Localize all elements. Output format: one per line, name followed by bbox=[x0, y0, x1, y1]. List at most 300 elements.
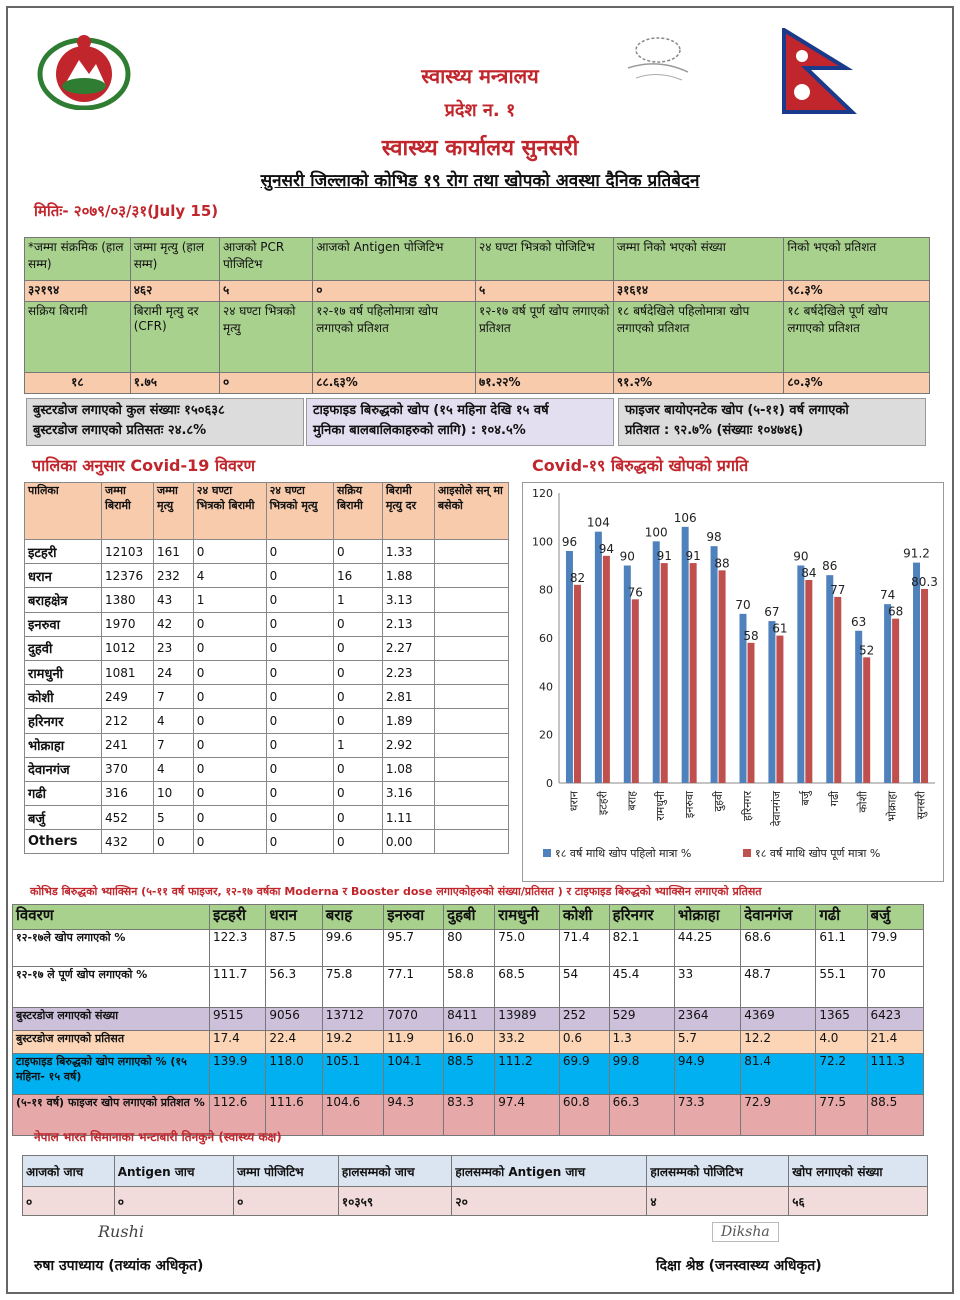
chart-bar-s0 bbox=[913, 563, 920, 783]
municipal-cell-cfr: 3.16 bbox=[382, 781, 434, 805]
summary-value: ० bbox=[313, 281, 476, 302]
vaccination-cell: 72.2 bbox=[816, 1054, 867, 1095]
vaccination-header: कोशी bbox=[559, 905, 609, 930]
left-signature: Rushi bbox=[98, 1222, 144, 1241]
chart-bar-s1 bbox=[776, 636, 783, 783]
municipal-row bbox=[25, 564, 509, 588]
vaccination-cell: 8411 bbox=[444, 1008, 495, 1031]
chart-data-label: 90 bbox=[793, 549, 809, 564]
vaccination-cell: 80 bbox=[444, 930, 495, 967]
municipal-cell-death24: 0 bbox=[266, 588, 333, 612]
vaccination-cell: 529 bbox=[609, 1008, 674, 1031]
vaccination-cell: 60.8 bbox=[559, 1095, 609, 1136]
municipal-cell-death24: 0 bbox=[266, 709, 333, 733]
vaccination-row-label: १२-१७ले खोप लगाएको % bbox=[13, 930, 210, 967]
chart-data-label: 74 bbox=[879, 588, 896, 603]
vaccination-cell: 48.7 bbox=[741, 967, 816, 1008]
municipal-cell-active: 0 bbox=[334, 636, 383, 660]
vaccination-caption: कोभिड बिरुद्धको भ्याक्सिन (५-११ वर्ष फाइजर, १२-१७ वर्षका Moderna र Booster dose लगाएकोहरुको संख्या/प्रतिसत ) र टाइफाइड बिरुद्धको भ्याक्सिन लगाएको प्रतिसत bbox=[30, 885, 762, 898]
chart-data-label: 61 bbox=[772, 621, 788, 636]
municipal-cell-active: 0 bbox=[334, 540, 383, 564]
municipal-cell-cfr: 2.13 bbox=[382, 612, 434, 636]
chart-data-label: 68 bbox=[887, 604, 904, 619]
municipal-cell-iso bbox=[434, 781, 508, 805]
vaccination-cell: 73.3 bbox=[674, 1095, 740, 1136]
municipal-cell-new24: 0 bbox=[193, 733, 266, 757]
summary-header: २४ घण्टा भित्रको पोजिटिभ bbox=[475, 238, 613, 281]
chart-data-label: 70 bbox=[735, 597, 751, 612]
vaccination-cell: 13989 bbox=[495, 1008, 560, 1031]
vaccination-cell: 12.2 bbox=[741, 1031, 816, 1054]
vaccination-header: देवानगंज bbox=[741, 905, 816, 930]
municipal-cell-deaths: 4 bbox=[154, 757, 194, 781]
vaccination-cell: 111.6 bbox=[266, 1095, 322, 1136]
municipal-row bbox=[25, 830, 509, 854]
municipal-header: २४ घण्टा भित्रको मृत्यु bbox=[266, 483, 333, 540]
summary-header: आजको Antigen पोजिटिभ bbox=[313, 238, 476, 281]
vaccination-cell: 72.9 bbox=[741, 1095, 816, 1136]
chart-bar-s0 bbox=[826, 575, 833, 783]
chart-bar-s1 bbox=[748, 643, 755, 783]
border-header: आजको जाच bbox=[23, 1156, 115, 1187]
chart-data-label: 106 bbox=[673, 510, 697, 525]
municipal-cell-death24: 0 bbox=[266, 806, 333, 830]
municipal-table bbox=[24, 482, 509, 854]
chart-data-label: 88 bbox=[714, 556, 730, 571]
chart-bar-s1 bbox=[632, 599, 639, 783]
vaccination-cell: 95.7 bbox=[384, 930, 444, 967]
chart-legend-label: १८ वर्ष माथि खोप पूर्ण मात्रा % bbox=[755, 847, 881, 860]
municipal-cell-iso bbox=[434, 588, 508, 612]
chart-bar-s1 bbox=[574, 585, 581, 783]
vaccination-cell: 139.9 bbox=[210, 1054, 266, 1095]
chart-data-label: 82 bbox=[569, 570, 586, 585]
chart-y-tick-label: 0 bbox=[546, 777, 553, 790]
vaccination-cell: 105.1 bbox=[322, 1054, 384, 1095]
vaccination-cell: 70 bbox=[867, 967, 923, 1008]
vaccination-cell: 87.5 bbox=[266, 930, 322, 967]
municipal-cell-active: 0 bbox=[334, 757, 383, 781]
vaccination-row bbox=[13, 967, 924, 1008]
chart-bar-s1 bbox=[892, 619, 899, 783]
vaccination-header: बराह bbox=[322, 905, 384, 930]
chart-x-tick-label: इनरुवा bbox=[683, 791, 697, 819]
municipal-cell-death24: 0 bbox=[266, 612, 333, 636]
municipal-cell-iso bbox=[434, 757, 508, 781]
chart-x-tick-label: रामधुनी bbox=[654, 791, 668, 821]
municipal-cell-new24: 0 bbox=[193, 636, 266, 660]
vaccination-cell: 104.6 bbox=[322, 1095, 384, 1136]
municipal-header: सक्रिय बिरामी bbox=[334, 483, 383, 540]
municipal-cell-deaths: 161 bbox=[154, 540, 194, 564]
municipal-cell-name: Others bbox=[25, 830, 102, 854]
municipal-cell-iso bbox=[434, 685, 508, 709]
chart-x-tick-label: दुहवी bbox=[712, 791, 726, 812]
municipal-cell-deaths: 7 bbox=[154, 685, 194, 709]
chart-bar-s0 bbox=[653, 541, 660, 783]
municipal-cell-deaths: 10 bbox=[154, 781, 194, 805]
chart-data-label: 96 bbox=[561, 535, 578, 549]
municipal-cell-cfr: 1.89 bbox=[382, 709, 434, 733]
chart-data-label: 100 bbox=[644, 525, 668, 540]
vaccination-cell: 111.2 bbox=[495, 1054, 560, 1095]
vaccination-cell: 19.2 bbox=[322, 1031, 384, 1054]
municipal-cell-iso bbox=[434, 830, 508, 854]
border-value: २० bbox=[452, 1187, 647, 1216]
pfizer-line-1: फाइजर बायोएनटेक खोप (५-११) वर्ष लगाएको bbox=[625, 403, 849, 418]
summary-value: ७१.२२% bbox=[475, 373, 613, 394]
chart-data-label: 98 bbox=[706, 530, 722, 545]
municipal-cell-cases: 1970 bbox=[102, 612, 154, 636]
chart-x-tick-label: इटहरी bbox=[596, 791, 610, 816]
chart-data-label: 77 bbox=[830, 582, 846, 597]
chart-data-label: 84 bbox=[801, 566, 817, 580]
vaccination-cell: 66.3 bbox=[609, 1095, 674, 1136]
municipal-cell-cfr: 1.08 bbox=[382, 757, 434, 781]
vaccination-cell: 81.4 bbox=[741, 1054, 816, 1095]
summary-header: १२-१७ वर्ष पूर्ण खोप लगाएको प्रतिशत bbox=[475, 302, 613, 373]
vaccination-header: धरान bbox=[266, 905, 322, 930]
vaccination-cell: 88.5 bbox=[867, 1095, 923, 1136]
chart-data-label: 86 bbox=[822, 559, 838, 574]
vaccination-cell: 111.7 bbox=[210, 967, 266, 1008]
border-header: हालसम्मको जाच bbox=[338, 1156, 452, 1187]
province-title: प्रदेश न. १ bbox=[444, 100, 516, 121]
vaccination-cell: 33 bbox=[674, 967, 740, 1008]
municipal-cell-iso bbox=[434, 564, 508, 588]
chart-bar-s0 bbox=[768, 621, 775, 783]
municipal-cell-iso bbox=[434, 660, 508, 684]
municipal-cell-cfr: 0.00 bbox=[382, 830, 434, 854]
chart-bar-s1 bbox=[805, 580, 812, 783]
municipal-cell-death24: 0 bbox=[266, 660, 333, 684]
border-value: ५६ bbox=[789, 1187, 928, 1216]
municipal-row bbox=[25, 540, 509, 564]
municipal-cell-name: रामधुनी bbox=[25, 660, 102, 684]
typhoid-info-box bbox=[306, 398, 614, 446]
municipal-header: २४ घण्टा भित्रको बिरामी bbox=[193, 483, 266, 540]
chart-bar-s1 bbox=[834, 597, 841, 783]
chart-data-label: 91.2 bbox=[903, 546, 930, 561]
chart-data-label: 63 bbox=[851, 614, 867, 629]
municipal-row bbox=[25, 612, 509, 636]
summary-header: सक्रिय बिरामी bbox=[25, 302, 131, 373]
pfizer-line-2: प्रतिशत : ९२.७% (संख्याः १०४७४६) bbox=[625, 423, 804, 438]
border-header: जम्मा पोजिटिभ bbox=[234, 1156, 339, 1187]
summary-value: १.७५ bbox=[130, 373, 219, 394]
municipal-row bbox=[25, 636, 509, 660]
vaccination-table bbox=[12, 904, 924, 1136]
vaccination-cell: 112.6 bbox=[210, 1095, 266, 1136]
vaccination-cell: 44.25 bbox=[674, 930, 740, 967]
vaccination-cell: 94.3 bbox=[384, 1095, 444, 1136]
municipal-cell-deaths: 232 bbox=[154, 564, 194, 588]
municipal-cell-name: इटहरी bbox=[25, 540, 102, 564]
vaccination-cell: 33.2 bbox=[495, 1031, 560, 1054]
summary-header: १८ बर्षदेखिले पूर्ण खोप लगाएको प्रतिशत bbox=[784, 302, 930, 373]
vaccination-cell: 82.1 bbox=[609, 930, 674, 967]
chart-y-tick-label: 120 bbox=[532, 487, 553, 500]
municipal-cell-new24: 0 bbox=[193, 612, 266, 636]
office-title: स्वास्थ्य कार्यालय सुनसरी bbox=[381, 136, 579, 161]
chart-data-label: 104 bbox=[586, 515, 610, 530]
municipal-cell-cases: 452 bbox=[102, 806, 154, 830]
municipal-cell-cases: 1012 bbox=[102, 636, 154, 660]
vaccination-cell: 1.3 bbox=[609, 1031, 674, 1054]
booster-pct: बुस्टरडोज लगाएको प्रतिसतः २४.८% bbox=[33, 423, 207, 438]
municipal-cell-new24: 0 bbox=[193, 757, 266, 781]
chart-bar-s1 bbox=[863, 657, 870, 783]
municipal-cell-iso bbox=[434, 636, 508, 660]
vaccination-cell: 61.1 bbox=[816, 930, 867, 967]
municipal-cell-new24: 4 bbox=[193, 564, 266, 588]
vaccination-cell: 75.8 bbox=[322, 967, 384, 1008]
vaccination-cell: 122.3 bbox=[210, 930, 266, 967]
municipal-cell-deaths: 24 bbox=[154, 660, 194, 684]
municipal-cell-name: बराहक्षेत्र bbox=[25, 588, 102, 612]
summary-header: जम्मा निको भएको संख्या bbox=[613, 238, 783, 281]
summary-value: ० bbox=[219, 373, 312, 394]
summary-header: निको भएको प्रतिशत bbox=[784, 238, 930, 281]
summary-header: १२-१७ वर्ष पहिलोमात्रा खोप लगाएको प्रतिशत bbox=[313, 302, 476, 373]
municipal-cell-active: 0 bbox=[334, 660, 383, 684]
chart-legend-label: १८ वर्ष माथि खोप पहिलो मात्रा % bbox=[555, 847, 692, 860]
border-header: खोप लगाएको संख्या bbox=[789, 1156, 928, 1187]
municipal-cell-death24: 0 bbox=[266, 540, 333, 564]
vaccination-cell: 68.6 bbox=[741, 930, 816, 967]
municipal-row bbox=[25, 757, 509, 781]
municipal-cell-cases: 12103 bbox=[102, 540, 154, 564]
summary-value: ४६२ bbox=[130, 281, 219, 302]
municipal-cell-cfr: 3.13 bbox=[382, 588, 434, 612]
chart-x-tick-label: देवानगंज bbox=[769, 791, 783, 827]
municipal-cell-new24: 1 bbox=[193, 588, 266, 612]
municipal-cell-death24: 0 bbox=[266, 781, 333, 805]
report-date: मितिः- २०७९/०३/३१(July 15) bbox=[34, 202, 219, 220]
vaccination-row-label: बुस्टरडोज लगाएको संख्या bbox=[13, 1008, 210, 1031]
chart-bar-s1 bbox=[661, 563, 668, 783]
summary-value: ५ bbox=[475, 281, 613, 302]
typhoid-line-2: मुनिका बालबालिकाहरुको लागि) : १०४.५% bbox=[313, 423, 526, 438]
chart-x-tick-label: हरिनगर bbox=[741, 791, 754, 821]
vaccination-header: गढी bbox=[816, 905, 867, 930]
vaccination-cell: 5.7 bbox=[674, 1031, 740, 1054]
municipal-cell-name: हरिनगर bbox=[25, 709, 102, 733]
municipal-cell-iso bbox=[434, 540, 508, 564]
municipal-cell-deaths: 23 bbox=[154, 636, 194, 660]
vaccination-cell: 9056 bbox=[266, 1008, 322, 1031]
municipal-cell-active: 0 bbox=[334, 612, 383, 636]
summary-value: ८८.६३% bbox=[313, 373, 476, 394]
summary-value: ८०.३% bbox=[784, 373, 930, 394]
ministry-title: स्वास्थ्य मन्त्रालय bbox=[421, 64, 539, 88]
vaccination-cell: 97.4 bbox=[495, 1095, 560, 1136]
municipal-cell-name: देवानगंज bbox=[25, 757, 102, 781]
vaccination-header: विवरण bbox=[13, 905, 210, 930]
municipal-cell-name: बर्जु bbox=[25, 806, 102, 830]
municipal-cell-new24: 0 bbox=[193, 781, 266, 805]
chart-x-tick-label: बर्जु bbox=[798, 791, 812, 806]
chart-data-label: 80.3 bbox=[911, 574, 938, 589]
municipal-cell-cases: 12376 bbox=[102, 564, 154, 588]
vaccination-row bbox=[13, 930, 924, 967]
vaccination-cell: 71.4 bbox=[559, 930, 609, 967]
vaccination-row bbox=[13, 1054, 924, 1095]
vaccination-cell: 13712 bbox=[322, 1008, 384, 1031]
chart-data-label: 91 bbox=[656, 549, 672, 564]
municipal-cell-death24: 0 bbox=[266, 830, 333, 854]
right-signature: Diksha bbox=[712, 1222, 779, 1242]
municipal-cell-new24: 0 bbox=[193, 830, 266, 854]
border-header: हालसम्मको पोजिटिभ bbox=[647, 1156, 789, 1187]
municipal-cell-active: 0 bbox=[334, 806, 383, 830]
chart-y-tick-label: 60 bbox=[539, 632, 553, 645]
municipal-cell-cfr: 2.92 bbox=[382, 733, 434, 757]
chart-bar-s0 bbox=[711, 546, 718, 783]
vaccination-cell: 11.9 bbox=[384, 1031, 444, 1054]
vaccination-cell: 83.3 bbox=[444, 1095, 495, 1136]
municipal-cell-active: 1 bbox=[334, 588, 383, 612]
chart-x-tick-label: भोक्राहा bbox=[885, 791, 899, 822]
vaccination-cell: 99.8 bbox=[609, 1054, 674, 1095]
municipal-header: जम्मा बिरामी bbox=[102, 483, 154, 540]
municipal-cell-new24: 0 bbox=[193, 660, 266, 684]
municipal-cell-cases: 249 bbox=[102, 685, 154, 709]
municipal-cell-name: इनरुवा bbox=[25, 612, 102, 636]
vaccination-cell: 21.4 bbox=[867, 1031, 923, 1054]
vaccination-cell: 79.9 bbox=[867, 930, 923, 967]
vaccination-row-label: बुस्टरडोज लगाएको प्रतिसत bbox=[13, 1031, 210, 1054]
vaccination-cell: 58.8 bbox=[444, 967, 495, 1008]
municipal-cell-active: 1 bbox=[334, 733, 383, 757]
municipal-cell-iso bbox=[434, 806, 508, 830]
left-signatory: रुषा उपाध्याय (तथ्यांक अधिकृत) bbox=[34, 1258, 204, 1274]
chart-bar-s1 bbox=[719, 570, 726, 783]
municipal-cell-name: गढी bbox=[25, 781, 102, 805]
vaccination-cell: 7070 bbox=[384, 1008, 444, 1031]
border-value: ० bbox=[23, 1187, 115, 1216]
vaccination-header: रामधुनी bbox=[495, 905, 560, 930]
municipal-row bbox=[25, 660, 509, 684]
municipal-cell-death24: 0 bbox=[266, 564, 333, 588]
municipal-cell-cfr: 1.33 bbox=[382, 540, 434, 564]
municipal-cell-deaths: 4 bbox=[154, 709, 194, 733]
chart-data-label: 94 bbox=[598, 541, 615, 556]
vaccination-cell: 0.6 bbox=[559, 1031, 609, 1054]
vaccination-cell: 118.0 bbox=[266, 1054, 322, 1095]
municipal-cell-deaths: 43 bbox=[154, 588, 194, 612]
vaccination-cell: 55.1 bbox=[816, 967, 867, 1008]
chart-bar-s1 bbox=[921, 589, 928, 783]
chart-x-tick-label: धरान bbox=[567, 791, 581, 812]
pfizer-info-box bbox=[618, 398, 926, 446]
vaccination-cell: 94.9 bbox=[674, 1054, 740, 1095]
municipal-cell-cases: 370 bbox=[102, 757, 154, 781]
municipal-row bbox=[25, 685, 509, 709]
vaccination-cell: 17.4 bbox=[210, 1031, 266, 1054]
municipal-cell-cfr: 1.88 bbox=[382, 564, 434, 588]
municipal-cell-name: धरान bbox=[25, 564, 102, 588]
municipal-cell-death24: 0 bbox=[266, 685, 333, 709]
summary-header: २४ घण्टा भित्रको मृत्यु bbox=[219, 302, 312, 373]
vaccination-cell: 56.3 bbox=[266, 967, 322, 1008]
vaccination-row-label: १२-१७ ले पूर्ण खोप लगाएको % bbox=[13, 967, 210, 1008]
summary-header: आजको PCR पोजिटिभ bbox=[219, 238, 312, 281]
vaccination-cell: 68.5 bbox=[495, 967, 560, 1008]
right-signatory: दिक्षा श्रेष्ठ (जनस्वास्थ्य अधिकृत) bbox=[656, 1258, 822, 1274]
chart-bar-s0 bbox=[566, 551, 573, 783]
chart-bar-s0 bbox=[884, 604, 891, 783]
municipal-cell-death24: 0 bbox=[266, 733, 333, 757]
municipal-cell-cfr: 1.11 bbox=[382, 806, 434, 830]
chart-x-tick-label: गढी bbox=[827, 791, 841, 807]
municipal-cell-name: दुहवी bbox=[25, 636, 102, 660]
vaccination-cell: 4369 bbox=[741, 1008, 816, 1031]
municipal-row bbox=[25, 733, 509, 757]
municipal-header: बिरामी मृत्यु दर bbox=[382, 483, 434, 540]
summary-header: १८ बर्षदेखिले पहिलोमात्रा खोप लगाएको प्रतिशत bbox=[613, 302, 783, 373]
chart-bar-s0 bbox=[595, 532, 602, 783]
vaccination-cell: 22.4 bbox=[266, 1031, 322, 1054]
municipal-cell-cfr: 2.27 bbox=[382, 636, 434, 660]
vaccination-cell: 88.5 bbox=[444, 1054, 495, 1095]
municipal-header: जम्मा मृत्यु bbox=[154, 483, 194, 540]
chart-y-tick-label: 100 bbox=[532, 535, 553, 549]
municipal-cell-name: कोशी bbox=[25, 685, 102, 709]
vaccination-cell: 77.1 bbox=[384, 967, 444, 1008]
summary-value: ५ bbox=[219, 281, 312, 302]
vaccination-cell: 4.0 bbox=[816, 1031, 867, 1054]
vaccination-header: इनरुवा bbox=[384, 905, 444, 930]
chart-data-label: 67 bbox=[764, 605, 780, 620]
vaccination-row-label: (५-११ वर्ष) फाइजर खोप लगाएको प्रतिशत % bbox=[13, 1095, 210, 1136]
chart-legend-swatch bbox=[743, 849, 751, 857]
booster-info-box bbox=[26, 398, 304, 446]
chart-x-tick-label: कोशी bbox=[856, 791, 870, 813]
municipal-cell-new24: 0 bbox=[193, 540, 266, 564]
chart-x-tick-label: बराह bbox=[625, 791, 639, 811]
vaccination-header: दुहबी bbox=[444, 905, 495, 930]
vaccination-row-label: टाइफाइड बिरुद्धको खोप लगाएको % (१५ महिना- १५ वर्ष) bbox=[13, 1054, 210, 1095]
municipal-cell-active: 16 bbox=[334, 564, 383, 588]
municipal-row bbox=[25, 709, 509, 733]
vaccination-cell: 77.5 bbox=[816, 1095, 867, 1136]
municipal-cell-new24: 0 bbox=[193, 685, 266, 709]
municipal-cell-death24: 0 bbox=[266, 757, 333, 781]
vaccination-chart bbox=[522, 482, 944, 882]
vaccination-cell: 1365 bbox=[816, 1008, 867, 1031]
vaccination-row bbox=[13, 1031, 924, 1054]
vaccination-cell: 2364 bbox=[674, 1008, 740, 1031]
vaccination-cell: 111.3 bbox=[867, 1054, 923, 1095]
summary-header: बिरामी मृत्यु दर (CFR) bbox=[130, 302, 219, 373]
municipal-row bbox=[25, 806, 509, 830]
chart-bar-s0 bbox=[797, 566, 804, 784]
booster-total: बुस्टरडोज लगाएको कुल संख्याः १५०६३८ bbox=[33, 403, 225, 418]
municipal-cell-deaths: 7 bbox=[154, 733, 194, 757]
vaccination-header: बर्जु bbox=[867, 905, 923, 930]
municipal-cell-deaths: 0 bbox=[154, 830, 194, 854]
border-caption: नेपाल भारत सिमानाका भन्टाबारी तिनकुने (स्वास्थ्य कक्ष) bbox=[34, 1130, 282, 1144]
municipal-cell-cases: 241 bbox=[102, 733, 154, 757]
border-value: ० bbox=[234, 1187, 339, 1216]
municipal-row bbox=[25, 588, 509, 612]
vaccination-header: इटहरी bbox=[210, 905, 266, 930]
chart-data-label: 76 bbox=[627, 585, 643, 600]
municipal-cell-cases: 1081 bbox=[102, 660, 154, 684]
municipal-cell-new24: 0 bbox=[193, 709, 266, 733]
municipal-cell-cases: 432 bbox=[102, 830, 154, 854]
